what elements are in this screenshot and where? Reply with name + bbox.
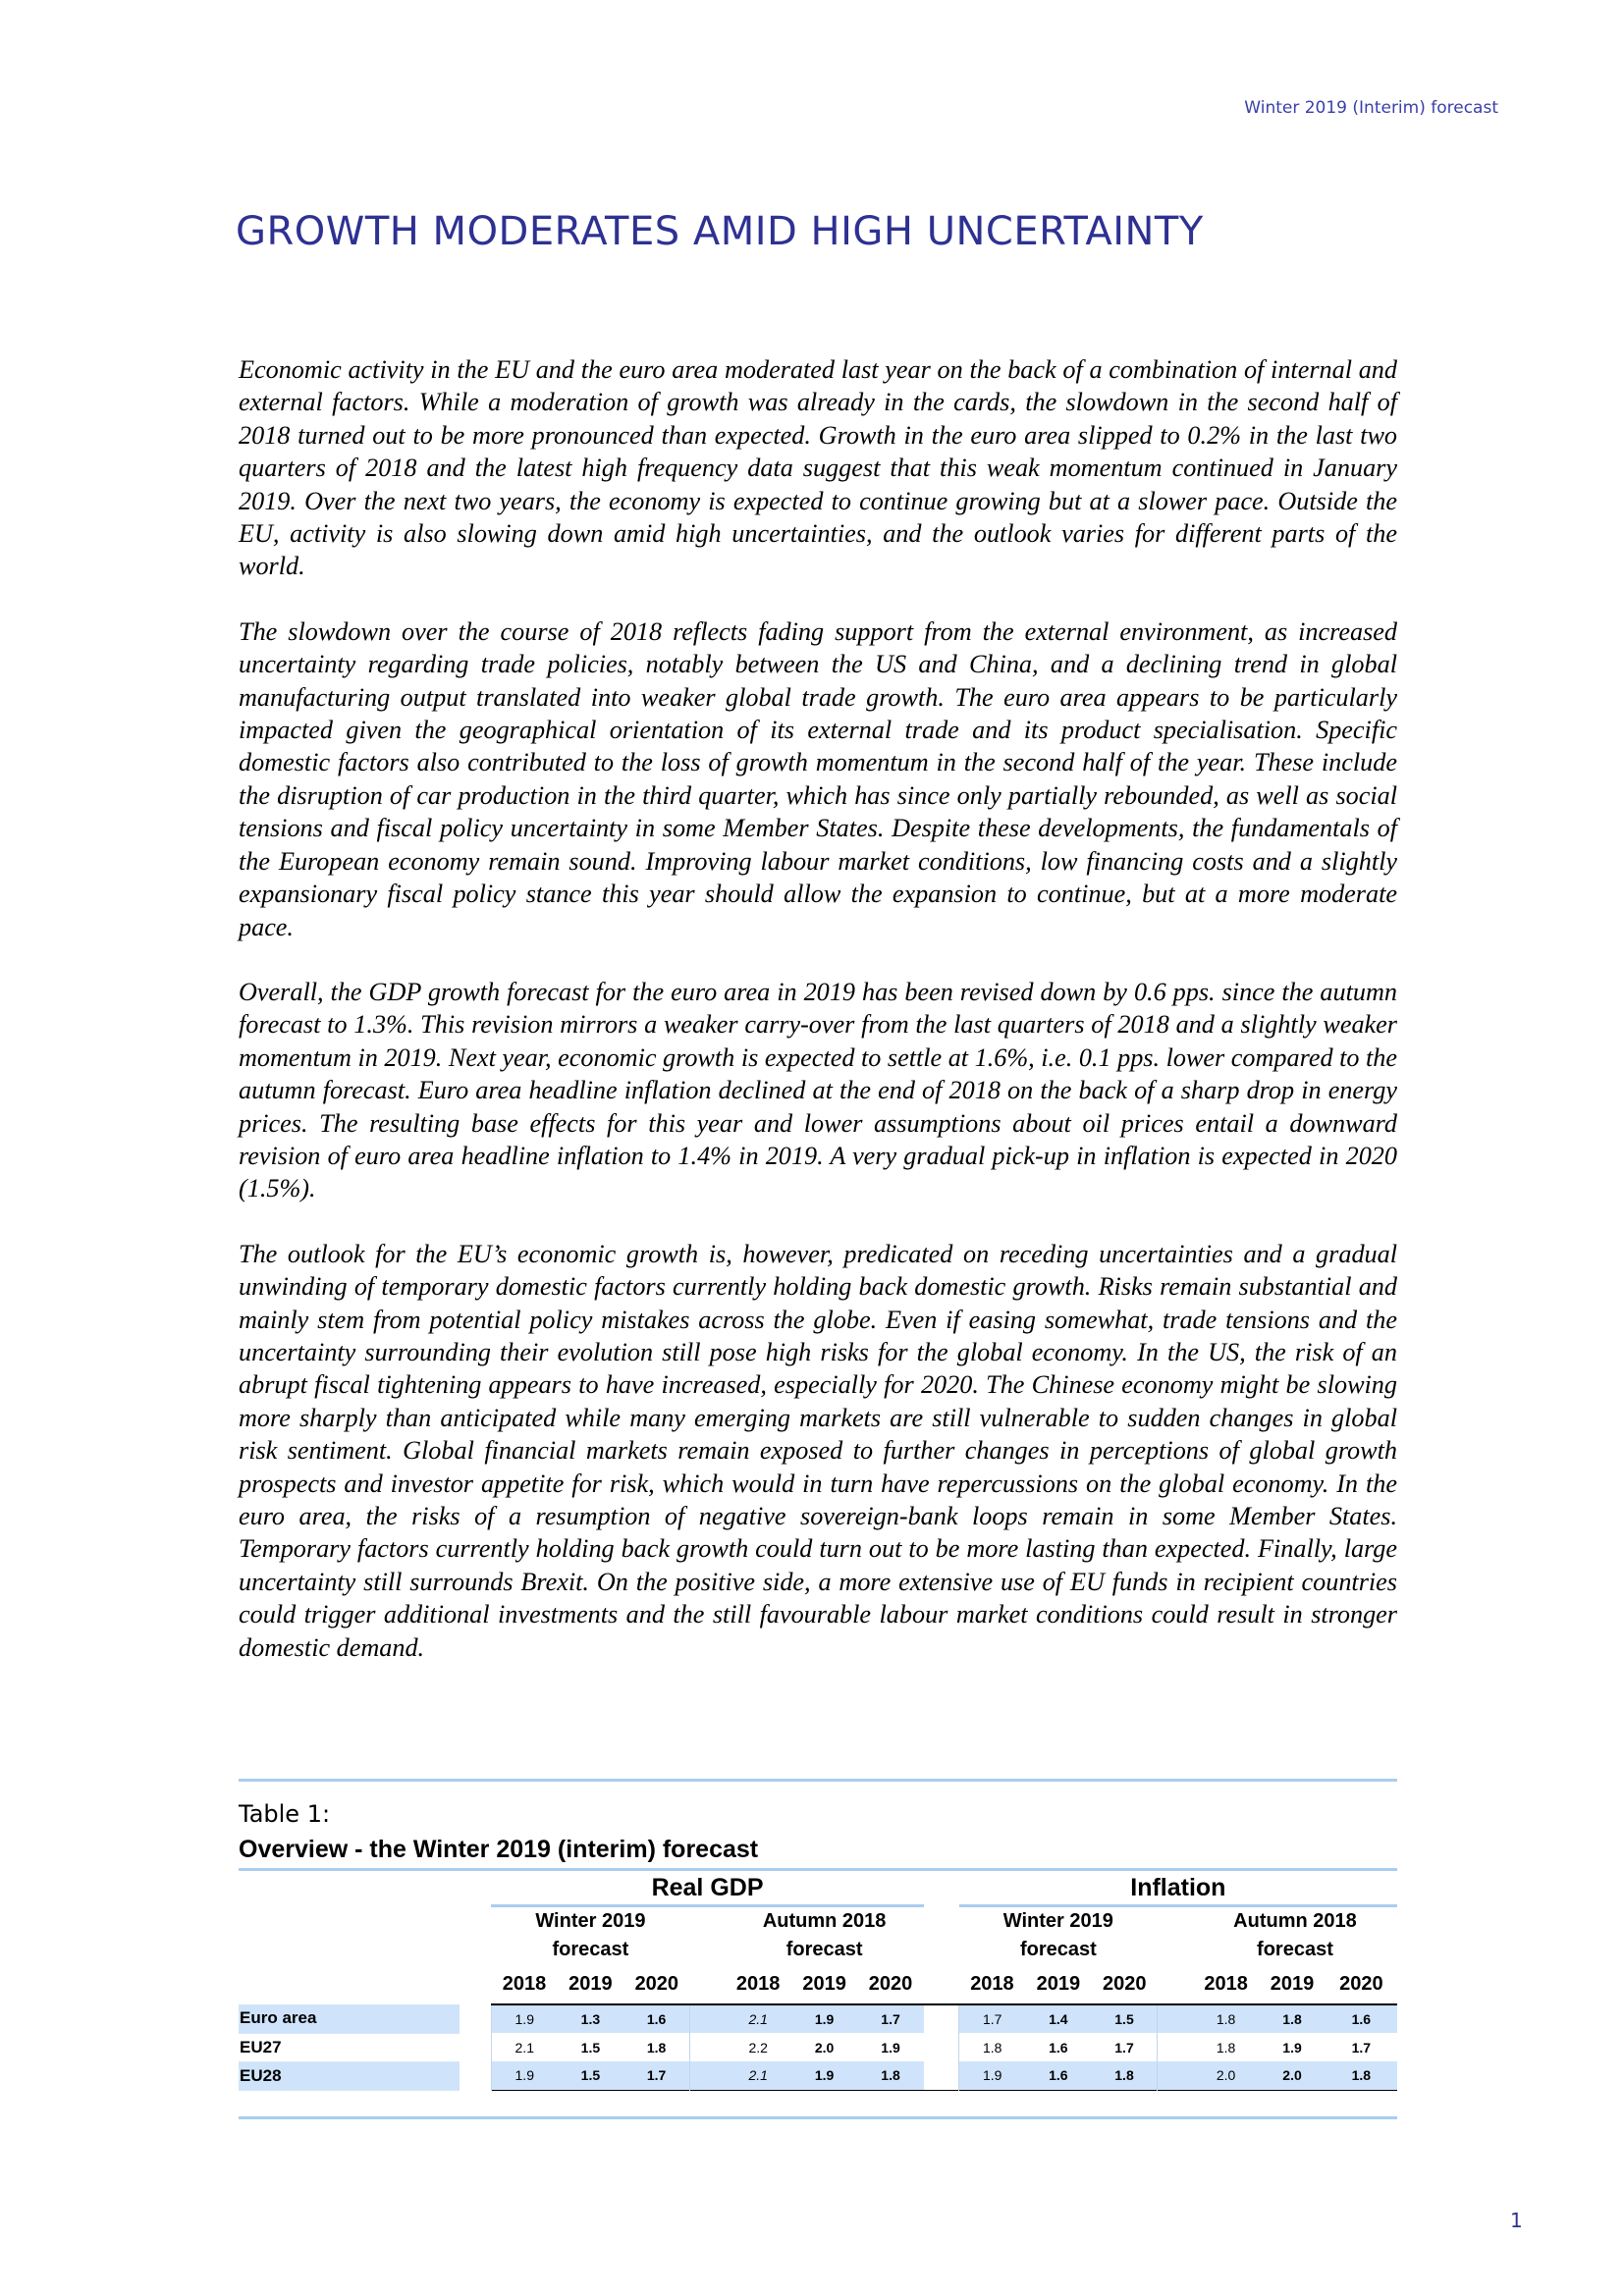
cell-value: 2.2 — [748, 2039, 768, 2056]
cell-value: 1.8 — [1193, 2004, 1259, 2033]
year-header: 2018 — [725, 1964, 790, 2004]
cell-value: 1.8 — [1092, 2061, 1158, 2090]
cell-value: 1.9 — [1282, 2039, 1302, 2056]
overview-table-block — [239, 1779, 1397, 2119]
cell-value: 1.9 — [491, 2061, 557, 2090]
subgroup-gdp-winter: Winter 2019 — [535, 1910, 646, 1932]
cell-value: 1.5 — [558, 2061, 623, 2090]
table-top-rule — [239, 1779, 1397, 1782]
subgroup-infl-autumn: Autumn 2018 — [1233, 1910, 1357, 1932]
year-header: 2020 — [1326, 1964, 1397, 2004]
cell-value: 1.3 — [558, 2004, 623, 2033]
year-header: 2018 — [491, 1964, 557, 2004]
group-real-gdp: Real GDP — [491, 1871, 923, 1906]
year-header: 2020 — [857, 1964, 924, 2004]
table-group-header-row — [239, 1871, 1397, 1906]
year-header: 2019 — [558, 1964, 623, 2004]
subgroup-infl-winter: Winter 2019 — [1002, 1910, 1113, 1932]
cell-value: 1.8 — [1216, 2039, 1236, 2056]
subgroup-gdp-autumn: Autumn 2018 — [762, 1910, 887, 1932]
table-label: Table 1: — [239, 1800, 331, 1828]
body-text — [239, 353, 1397, 1696]
year-header: 2020 — [1092, 1964, 1158, 2004]
table-subgroup-row-1 — [239, 1906, 1397, 1937]
cell-value: 2.1 — [491, 2033, 557, 2061]
table-title: Overview - the Winter 2019 (interim) forecast — [239, 1836, 759, 1863]
cell-value: 1.8 — [959, 2033, 1025, 2061]
paragraph-1: Economic activity in the EU and the euro area moderated last year on the back of a combination of internal and external factors. While a moderation of growth was already in the cards, the slowdown in the second half of 2018 turned out to be more pronounced than expected. Growth in the euro area slipped to 0.2% in the last two quarters of 2018 and the latest high frequency data suggest that this weak momentum continued in January 2019. Over the next two years, the economy is expected to continue growing but at a slower pace. Outside the EU, activity is also slowing down amid high uncertainties, and the outlook varies for different parts of the world. — [239, 355, 1397, 581]
cell-value: 1.9 — [791, 2004, 857, 2033]
group-inflation: Inflation — [959, 1871, 1397, 1906]
cell-value: 1.6 — [1049, 2039, 1068, 2056]
cell-value: 1.7 — [1351, 2039, 1372, 2056]
subgroup-gdp-winter-line2: forecast — [552, 1939, 629, 1960]
cell-value: 1.8 — [646, 2039, 667, 2056]
paragraph-2: The slowdown over the course of 2018 reflects fading support from the external environment, as increased uncertainty regarding trade policies, notably between the US and China, and a declining trend in global manufacturing output translated into weaker global trade growth. The euro area appears to be particularly impacted given the geographical orientation of its external trade and its product specialisation. Specific domestic factors also contributed to the loss of growth momentum in the second half of the year. These include the disruption of car production in the third quarter, which has since only partially rebounded, as well as social tensions and fiscal policy uncertainty in some Member States. Despite these developments, the fundamentals of the European economy remain sound. Improving labour market conditions, low financing costs and a slightly expansionary fiscal policy stance this year should allow the expansion to continue, but at a more moderate pace. — [239, 616, 1397, 941]
cell-value: 2.1 — [725, 2061, 790, 2090]
subgroup-infl-winter-line2: forecast — [1019, 1939, 1097, 1960]
cell-value: 1.9 — [491, 2004, 557, 2033]
paragraph-4: The outlook for the EU’s economic growth is, however, predicated on receding uncertainties and a gradual unwinding of temporary domestic factors currently holding back domestic growth. Risks remain substantial and mainly stem from potential policy mistakes across the globe. Even if easing somewhat, trade tensions and the uncertainty surrounding their evolution still pose high risks for the global economy. In the US, the risk of an abrupt fiscal tightening appears to have increased, especially for 2020. The Chinese economy might be slowing more sharply than anticipated while many emerging markets are still vulnerable to sudden changes in global risk sentiment. Global financial markets remain exposed to further changes in perceptions of global growth prospects and investor appetite for risk, which would in turn have repercussions on the global economy. In the euro area, the risks of a resumption of negative sovereign-bank loops remain in some Member States. Temporary factors currently holding back growth could turn out to be more lasting than expected. Finally, large uncertainty still surrounds Brexit. On the positive side, a more extensive use of EU funds in recipient countries could trigger additional investments and the still favourable labour market conditions could result in stronger domestic demand. — [239, 1239, 1397, 1662]
cell-value: 1.9 — [791, 2061, 857, 2090]
cell-value: 1.9 — [881, 2039, 900, 2056]
cell-value: 1.5 — [580, 2039, 601, 2056]
row-label: EU27 — [239, 2033, 460, 2061]
page-title: GROWTH MODERATES AMID HIGH UNCERTAINTY — [236, 209, 1204, 254]
row-label: EU28 — [239, 2061, 460, 2090]
cell-value: 1.9 — [959, 2061, 1025, 2090]
year-header: 2020 — [623, 1964, 689, 2004]
cell-value: 2.1 — [725, 2004, 790, 2033]
overview-table — [239, 1871, 1397, 2091]
table-bottom-rule — [239, 2116, 1397, 2119]
year-header: 2019 — [791, 1964, 857, 2004]
year-header: 2019 — [1259, 1964, 1325, 2004]
subgroup-gdp-autumn-line2: forecast — [785, 1939, 863, 1960]
table-row-eu27 — [239, 2033, 1397, 2061]
table-subgroup-row-2 — [239, 1936, 1397, 1964]
cell-value: 1.8 — [857, 2061, 924, 2090]
cell-value: 1.8 — [1326, 2061, 1397, 2090]
cell-value: 2.0 — [814, 2039, 835, 2056]
subgroup-infl-autumn-line2: forecast — [1257, 1939, 1333, 1960]
cell-value: 1.4 — [1025, 2004, 1091, 2033]
cell-value: 1.8 — [1259, 2004, 1325, 2033]
year-header: 2019 — [1025, 1964, 1091, 2004]
cell-value: 1.7 — [959, 2004, 1025, 2033]
cell-value: 2.0 — [1193, 2061, 1259, 2090]
cell-value: 1.7 — [1114, 2039, 1134, 2056]
table-row-eu28 — [239, 2061, 1397, 2090]
row-label: Euro area — [239, 2004, 460, 2033]
cell-value: 1.5 — [1092, 2004, 1158, 2033]
paragraph-3: Overall, the GDP growth forecast for the euro area in 2019 has been revised down by 0.6 pps. since the autumn forecast to 1.3%. This revision mirrors a weaker carry-over from the last quarters of 2018 and a slightly weaker momentum in 2019. Next year, economic growth is expected to settle at 1.6%, i.e. 0.1 pps. lower compared to the autumn forecast. Euro area headline inflation declined at the end of 2018 on the back of a sharp drop in energy prices. The resulting base effects for this year and lower assumptions about oil prices entail a downward revision of euro area headline inflation to 1.4% in 2019. A very gradual pick-up in inflation is expected in 2020 (1.5%). — [239, 977, 1397, 1203]
cell-value: 1.7 — [857, 2004, 924, 2033]
table-year-row — [239, 1964, 1397, 2004]
table-row-euro-area — [239, 2004, 1397, 2033]
table-bottom-line-row — [239, 2090, 1397, 2091]
year-header: 2018 — [1193, 1964, 1259, 2004]
page-number: 1 — [1510, 2209, 1523, 2232]
running-header: Winter 2019 (Interim) forecast — [1244, 98, 1498, 118]
cell-value: 2.0 — [1259, 2061, 1325, 2090]
year-header: 2018 — [959, 1964, 1025, 2004]
cell-value: 1.6 — [1025, 2061, 1091, 2090]
cell-value: 1.7 — [623, 2061, 689, 2090]
cell-value: 1.6 — [623, 2004, 689, 2033]
cell-value: 1.6 — [1326, 2004, 1397, 2033]
